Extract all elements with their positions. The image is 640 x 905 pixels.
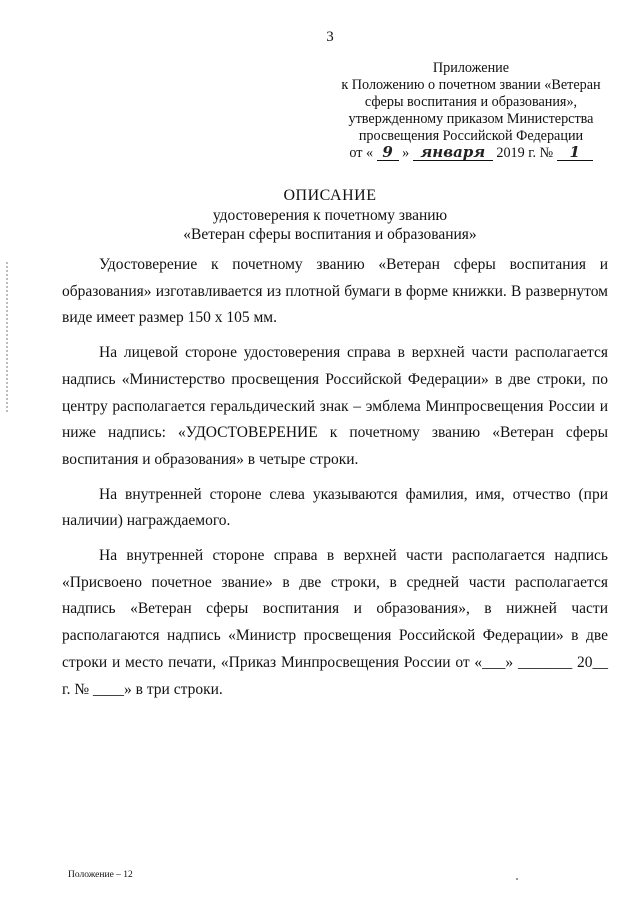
scan-edge-marks (6, 262, 12, 412)
date-year: 2019 г. № (496, 145, 554, 161)
body-paragraph: На внутренней стороне слева указываются фамилия, имя, отчество (при наличии) награждаемого. (62, 485, 608, 530)
appendix-label: Приложение (432, 60, 510, 76)
scan-dot (516, 878, 518, 880)
appendix-line: сферы воспитания и образования», (364, 94, 578, 110)
page-footer: Положение – 12 (68, 870, 133, 880)
date-mid: » (402, 145, 410, 161)
appendix-line: утвержденному приказом Министерства (348, 111, 594, 127)
handwritten-day: 9 (377, 145, 399, 161)
document-body (62, 252, 608, 711)
title-block (0, 186, 640, 244)
handwritten-month: января (413, 145, 493, 161)
body-paragraph: На внутренней стороне справа в верхней части располагается надпись «Присвоено почетное звание» в две строки, в средней части располагается надпись «Ветеран сферы воспитания и образования», в нижней части располагаются надпись «Министр просвещения Российской Федерации» в две строки и место печати, «Приказ Минпросвещения России от «___» _______ 20__ г. № ____» в три строки. (62, 547, 608, 698)
document-subtitle: удостоверения к почетному званию (212, 207, 448, 224)
appendix-header (340, 60, 602, 162)
date-prefix: от « (349, 145, 374, 161)
page-number: 3 (326, 29, 334, 45)
appendix-date-line (340, 145, 602, 162)
document-title: ОПИСАНИЕ (283, 187, 377, 204)
body-paragraph: На лицевой стороне удостоверения справа в верхней части располагается надпись «Министерство просвещения Российской Федерации» в две строки, по центру располагается геральдический знак – эмблема Минпросвещения России и ниже надпись: «УДОСТОВЕРЕНИЕ к почетному званию «Ветеран сферы воспитания и образования» в четыре строки. (62, 344, 608, 468)
appendix-line: просвещения Российской Федерации (358, 128, 584, 144)
document-subtitle: «Ветеран сферы воспитания и образования» (183, 226, 477, 243)
appendix-line: к Положению о почетном звании «Ветеран (341, 77, 601, 93)
handwritten-number: 1 (557, 145, 593, 161)
body-paragraph: Удостоверение к почетному званию «Ветеран сферы воспитания и образования» изготавливается из плотной бумаги в форме книжки. В развернутом виде имеет размер 150 х 105 мм. (62, 256, 608, 327)
